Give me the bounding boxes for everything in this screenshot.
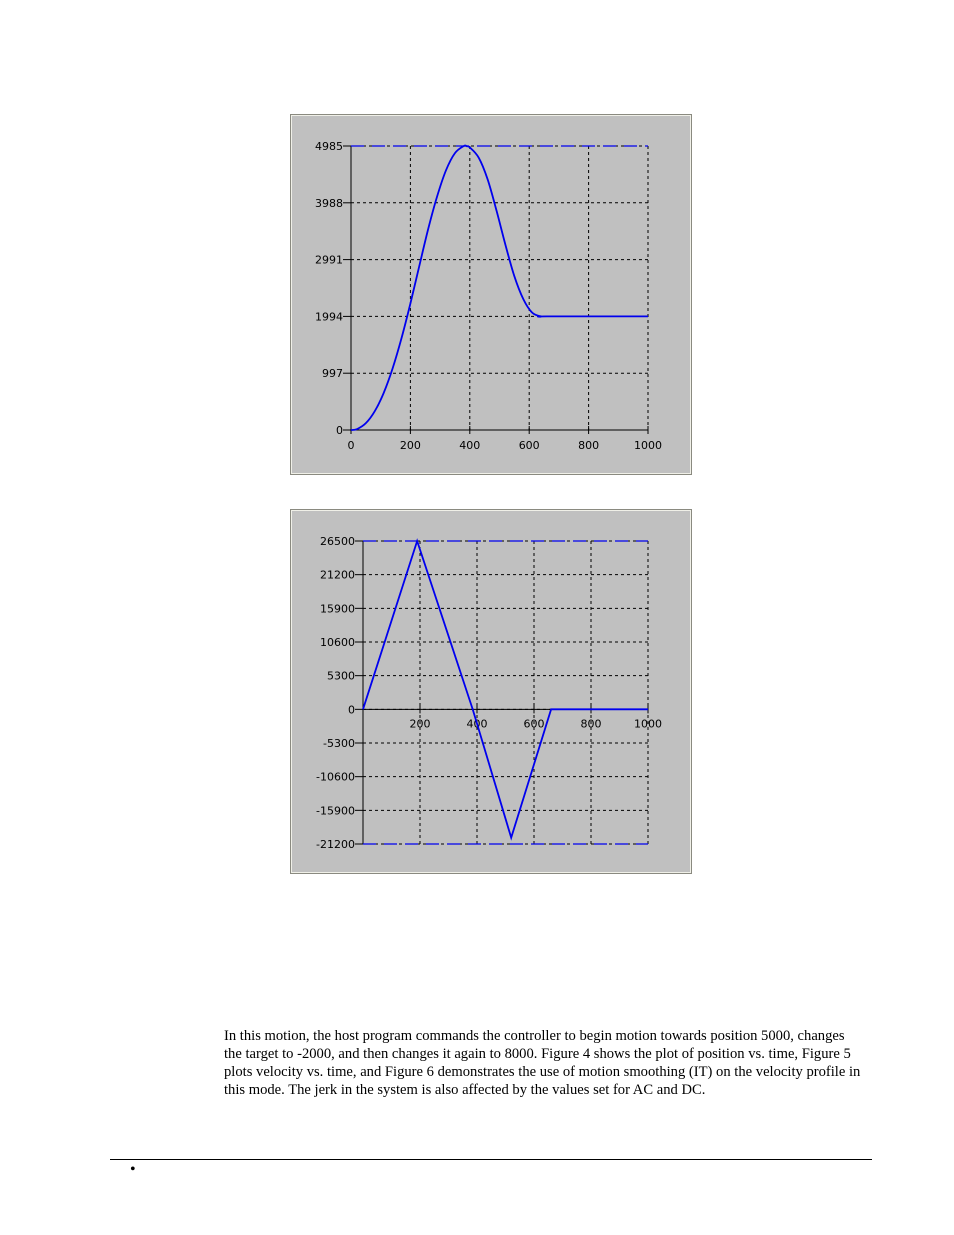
footer-bullet: •: [130, 1161, 136, 1178]
x-tick-label: 800: [580, 717, 602, 731]
x-tick-label: 600: [523, 717, 545, 731]
y-tick-label: 3988: [315, 196, 343, 210]
x-tick-label: 400: [459, 439, 481, 452]
velocity-chart-panel: [290, 509, 692, 874]
x-tick-label: 200: [399, 439, 421, 452]
y-tick-label: -15900: [316, 804, 355, 818]
footer-rule: [110, 1159, 872, 1160]
x-tick-label: 600: [518, 439, 540, 452]
y-tick-label: -10600: [316, 770, 355, 784]
x-tick-label: 400: [466, 717, 488, 731]
x-tick-label: 0: [347, 439, 355, 452]
y-tick-label: 26500: [320, 535, 355, 548]
y-tick-label: 2991: [315, 253, 343, 267]
y-tick-label: 5300: [327, 669, 355, 683]
x-tick-label: 1000: [634, 717, 662, 731]
body-paragraph: In this motion, the host program commands the controller to begin motion towards position 5000, changes the target to -2000, and then changes it again to 8000. Figure 4 shows the plot of position vs. time, Figure 5 plots velocity vs. time, and Figure 6 demonstrates the use of motion smoothing (IT) on the velocity profile in this mode. The jerk in the system is also affected by the values set for AC and DC.: [224, 1028, 861, 1098]
series-line: [363, 541, 648, 838]
series-line: [351, 146, 648, 430]
x-tick-label: 1000: [634, 439, 662, 452]
y-tick-label: -21200: [316, 838, 355, 851]
x-tick-label: 800: [578, 439, 600, 452]
y-tick-label: 0: [336, 424, 343, 437]
y-tick-label: -5300: [323, 737, 355, 750]
y-tick-label: 10600: [320, 636, 355, 649]
velocity-chart: [291, 510, 691, 873]
y-tick-label: 4985: [315, 140, 343, 153]
y-tick-label: 0: [348, 703, 355, 717]
position-chart: [291, 115, 691, 474]
y-tick-label: 21200: [320, 568, 355, 582]
position-chart-panel: [290, 114, 692, 475]
y-tick-label: 15900: [320, 602, 355, 616]
y-tick-label: 1994: [315, 310, 343, 324]
x-tick-label: 200: [409, 717, 431, 731]
y-tick-label: 997: [322, 367, 343, 381]
